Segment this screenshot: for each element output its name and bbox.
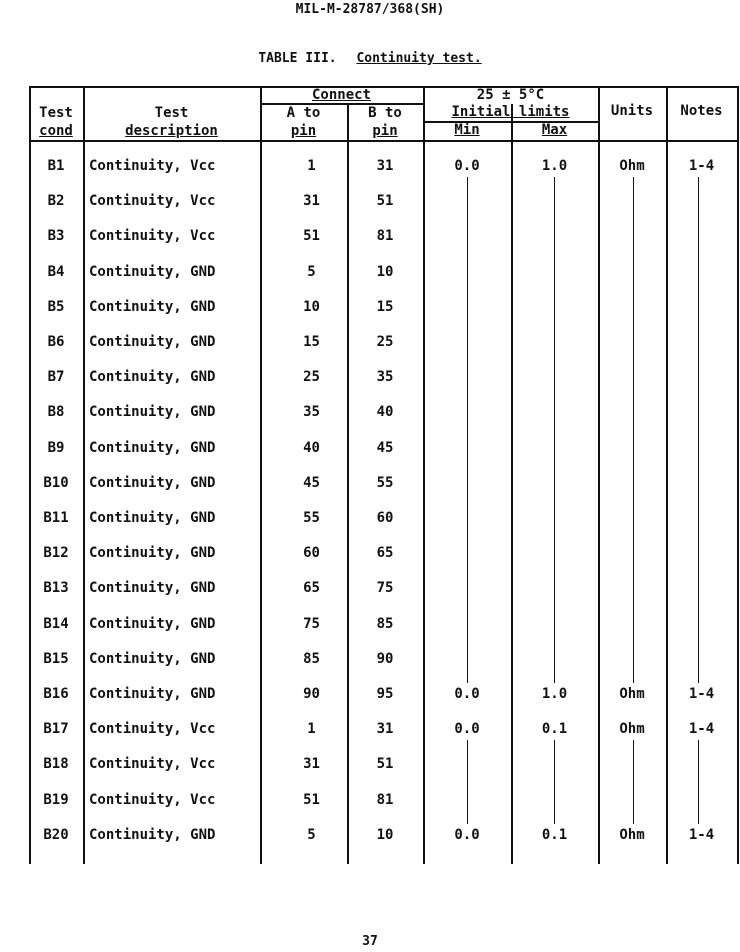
cell-b: 25 (376, 334, 394, 350)
header-test-cond: Test cond (39, 105, 73, 139)
cell-desc: Continuity, GND (89, 686, 216, 702)
cell-desc: Continuity, Vcc (89, 193, 216, 209)
cell-cond: B5 (47, 299, 65, 315)
cell-b: 75 (376, 580, 394, 596)
cell-units: Ohm (619, 827, 645, 843)
range-continuation-line (554, 177, 555, 683)
cell-cond: B16 (43, 686, 69, 702)
cell-min: 0.0 (454, 827, 480, 843)
header-b-to-pin: B to pin (368, 105, 402, 139)
range-continuation-line (554, 740, 555, 824)
cell-b: 60 (376, 510, 394, 526)
cell-cond: B2 (47, 193, 65, 209)
cell-cond: B13 (43, 580, 69, 596)
cell-b: 85 (376, 616, 394, 632)
cell-desc: Continuity, GND (89, 440, 216, 456)
col-line-8 (737, 86, 739, 864)
page-number: 37 (362, 934, 378, 949)
cell-a: 90 (303, 686, 320, 702)
cell-a: 5 (307, 827, 316, 843)
cell-b: 51 (376, 193, 394, 209)
cell-cond: B20 (43, 827, 69, 843)
cell-a: 55 (303, 510, 320, 526)
range-continuation-line (698, 177, 699, 683)
cell-cond: B17 (43, 721, 69, 737)
cell-max: 1.0 (541, 686, 568, 702)
range-continuation-line (698, 740, 699, 824)
cell-desc: Continuity, GND (89, 404, 216, 420)
cell-desc: Continuity, Vcc (89, 756, 216, 772)
cell-cond: B18 (43, 756, 69, 772)
cell-notes: 1-4 (688, 827, 715, 843)
cell-desc: Continuity, Vcc (89, 721, 216, 737)
header-bottom-border (29, 140, 738, 142)
col-line-7 (666, 86, 668, 864)
cell-max: 0.1 (541, 721, 568, 737)
cell-a: 31 (303, 193, 320, 209)
range-continuation-line (467, 177, 468, 683)
cell-b: 31 (376, 721, 394, 737)
header-a-to-pin: A to pin (286, 105, 321, 139)
header-notes: Notes (680, 103, 723, 119)
cell-cond: B15 (43, 651, 69, 667)
cell-min: 0.0 (454, 158, 480, 174)
cell-a: 5 (307, 264, 316, 280)
cell-b: 45 (376, 440, 394, 456)
cell-max: 1.0 (541, 158, 568, 174)
cell-a: 15 (303, 334, 320, 350)
cell-cond: B10 (43, 475, 69, 491)
cell-units: Ohm (619, 721, 645, 737)
cell-units: Ohm (619, 158, 645, 174)
header-units: Units (610, 103, 654, 119)
cell-b: 65 (376, 545, 394, 561)
cell-desc: Continuity, GND (89, 299, 216, 315)
cell-notes: 1-4 (688, 158, 715, 174)
col-line-2 (260, 86, 262, 864)
cell-desc: Continuity, GND (89, 334, 216, 350)
cell-a: 31 (303, 756, 320, 772)
col-line-6 (598, 86, 600, 864)
cell-a: 65 (303, 580, 320, 596)
header-max: Max (541, 122, 568, 138)
cell-a: 51 (303, 792, 320, 808)
cell-desc: Continuity, Vcc (89, 228, 216, 244)
document-header: MIL-M-28787/368(SH) (295, 2, 445, 17)
cell-min: 0.0 (454, 721, 480, 737)
table-title (0, 51, 740, 66)
cell-a: 75 (303, 616, 320, 632)
cell-desc: Continuity, GND (89, 264, 216, 280)
cell-max: 0.1 (541, 827, 568, 843)
cell-notes: 1-4 (688, 721, 715, 737)
cell-cond: B14 (43, 616, 69, 632)
cell-b: 31 (376, 158, 394, 174)
cell-b: 81 (376, 228, 394, 244)
cell-desc: Continuity, GND (89, 545, 216, 561)
cell-notes: 1-4 (688, 686, 715, 702)
cell-b: 51 (376, 756, 394, 772)
cell-b: 90 (376, 651, 394, 667)
cell-a: 1 (307, 158, 316, 174)
cell-cond: B19 (43, 792, 69, 808)
cell-b: 95 (376, 686, 394, 702)
table-label: TABLE III. (258, 51, 337, 66)
cell-a: 51 (303, 228, 320, 244)
cell-cond: B8 (47, 404, 65, 420)
cell-b: 35 (376, 369, 394, 385)
header-initial-limits: Initial limits (451, 104, 570, 120)
header-min: Min (454, 122, 480, 138)
cell-cond: B9 (47, 440, 65, 456)
table-caption: Continuity test. (356, 51, 482, 66)
cell-desc: Continuity, GND (89, 510, 216, 526)
cell-units: Ohm (619, 686, 645, 702)
cell-a: 1 (307, 721, 316, 737)
cell-desc: Continuity, GND (89, 369, 216, 385)
cell-a: 40 (303, 440, 320, 456)
cell-a: 45 (303, 475, 320, 491)
cell-cond: B6 (47, 334, 65, 350)
cell-cond: B4 (47, 264, 65, 280)
header-connect: Connect (311, 87, 371, 103)
cell-min: 0.0 (454, 686, 480, 702)
cell-cond: B7 (47, 369, 65, 385)
cell-b: 40 (376, 404, 394, 420)
cell-b: 55 (376, 475, 394, 491)
cell-cond: B11 (43, 510, 69, 526)
cell-a: 60 (303, 545, 320, 561)
range-continuation-line (467, 740, 468, 824)
col-line-1 (83, 86, 85, 864)
col-line-5 (511, 104, 513, 864)
cell-desc: Continuity, GND (89, 616, 216, 632)
cell-cond: B1 (47, 158, 65, 174)
cell-desc: Continuity, GND (89, 580, 216, 596)
range-continuation-line (633, 177, 634, 683)
cell-a: 25 (303, 369, 320, 385)
cell-desc: Continuity, GND (89, 827, 216, 843)
range-continuation-line (633, 740, 634, 824)
cell-b: 81 (376, 792, 394, 808)
cell-b: 10 (376, 264, 394, 280)
col-line-4 (423, 86, 425, 864)
header-temperature: 25 ± 5°C (476, 87, 545, 103)
cell-a: 35 (303, 404, 320, 420)
header-test-description: Test description (125, 105, 218, 139)
cell-desc: Continuity, Vcc (89, 792, 216, 808)
cell-a: 10 (303, 299, 320, 315)
cell-desc: Continuity, GND (89, 651, 216, 667)
cell-a: 85 (303, 651, 320, 667)
cell-desc: Continuity, Vcc (89, 158, 216, 174)
cell-b: 15 (376, 299, 394, 315)
cell-cond: B3 (47, 228, 65, 244)
cell-desc: Continuity, GND (89, 475, 216, 491)
cell-cond: B12 (43, 545, 69, 561)
cell-b: 10 (376, 827, 394, 843)
